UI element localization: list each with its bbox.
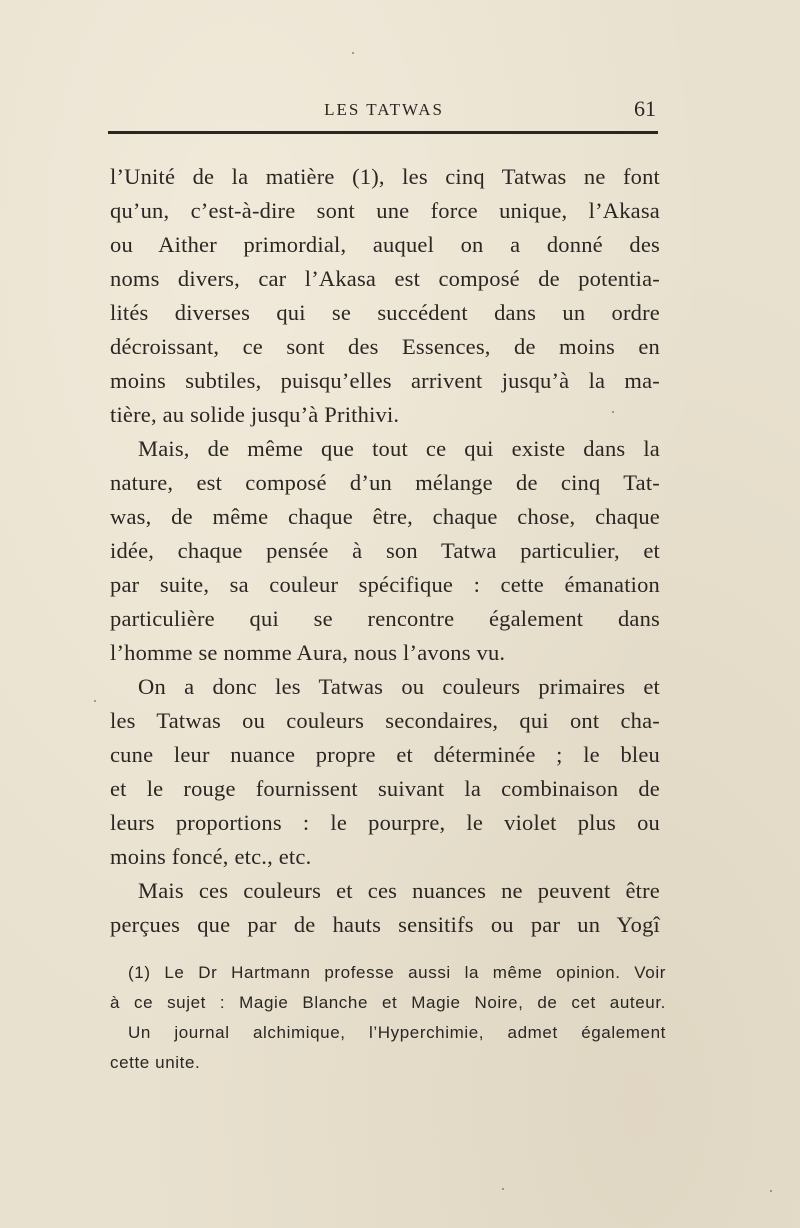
text-line: idée, chaque pensée à son Tatwa particulier, et (110, 538, 660, 563)
paper-speck (770, 1190, 772, 1192)
paper-speck (352, 52, 354, 54)
text-line: qu’un, c’est-à-dire sont une force unique, l’Akasa (110, 198, 660, 223)
text-line: décroissant, ce sont des Essences, de moins en (110, 334, 660, 359)
text-line: par suite, sa couleur spécifique : cette émanation (110, 572, 660, 597)
footnote-line: cette unite. (110, 1053, 201, 1072)
text-line: noms divers, car l’Akasa est composé de potentia- (110, 266, 660, 291)
text-line: les Tatwas ou couleurs secondaires, qui ont cha- (110, 708, 660, 733)
text-line: moins subtiles, puisqu’elles arrivent jusqu’à la ma- (110, 368, 660, 393)
text-line: was, de même chaque être, chaque chose, chaque (110, 504, 660, 529)
text-line: Mais, de même que tout ce qui existe dans la (138, 436, 660, 461)
footnote (110, 958, 666, 1078)
text-line: et le rouge fournissent suivant la combinaison de (110, 776, 660, 801)
text-line: l’Unité de la matière (1), les cinq Tatwas ne font (110, 164, 660, 189)
header-rule (108, 131, 658, 134)
text-line: tière, au solide jusqu’à Prithivi. (110, 402, 400, 427)
text-line: ou Aither primordial, auquel on a donné des (110, 232, 660, 257)
running-head (110, 96, 658, 126)
running-title: LES TATWAS (324, 100, 444, 119)
paper-speck (94, 700, 96, 702)
footnote-line: à ce sujet : Magie Blanche et Magie Noire, de cet auteur. (110, 993, 666, 1012)
footnote-line: (1) Le Dr Hartmann professe aussi la même opinion. Voir (128, 963, 666, 982)
text-line: moins foncé, etc., etc. (110, 844, 312, 869)
body-text (110, 160, 660, 942)
text-line: cune leur nuance propre et déterminée ; le bleu (110, 742, 660, 767)
text-line: particulière qui se rencontre également dans (110, 606, 660, 631)
text-line: lités diverses qui se succédent dans un ordre (110, 300, 660, 325)
text-line: l’homme se nomme Aura, nous l’avons vu. (110, 640, 506, 665)
text-line: Mais ces couleurs et ces nuances ne peuvent être (138, 878, 660, 903)
text-line: perçues que par de hauts sensitifs ou par un Yogî (110, 912, 660, 937)
footnote-line: Un journal alchimique, l’Hyperchimie, admet également (128, 1023, 666, 1042)
text-line: nature, est composé d’un mélange de cinq Tat- (110, 470, 660, 495)
paper-speck (502, 1188, 504, 1190)
text-line: On a donc les Tatwas ou couleurs primaires et (138, 674, 660, 699)
paper-speck (612, 411, 614, 413)
text-line: leurs proportions : le pourpre, le violet plus ou (110, 810, 660, 835)
page-number: 61 (634, 96, 656, 121)
